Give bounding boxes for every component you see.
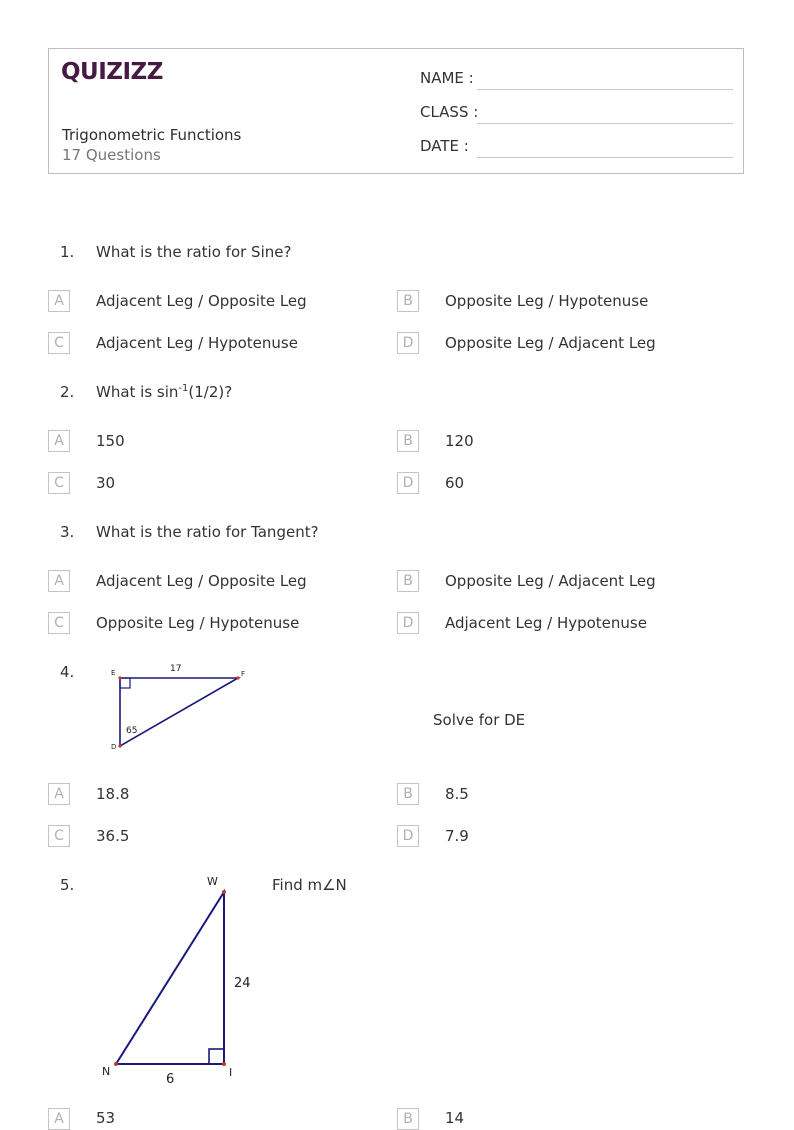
side-label-top: 17 <box>170 664 182 674</box>
right-angle-mark <box>120 678 130 688</box>
option-letter[interactable]: B <box>397 783 419 805</box>
question-number: 3. <box>60 523 75 541</box>
option-text: Opposite Leg / Hypotenuse <box>445 292 649 310</box>
option-letter[interactable]: A <box>48 290 70 312</box>
option-letter[interactable]: B <box>397 570 419 592</box>
label-d: D <box>111 743 117 751</box>
question-number: 1. <box>60 243 75 261</box>
option-text: Adjacent Leg / Opposite Leg <box>96 292 307 310</box>
option-text: Adjacent Leg / Hypotenuse <box>445 614 647 632</box>
side-label-24: 24 <box>234 976 251 991</box>
option-text: 14 <box>445 1109 465 1127</box>
option-text: Opposite Leg / Adjacent Leg <box>445 572 656 590</box>
option-text: Adjacent Leg / Hypotenuse <box>96 334 298 352</box>
option-letter[interactable]: C <box>48 612 70 634</box>
option-letter[interactable]: D <box>397 612 419 634</box>
option-letter[interactable]: B <box>397 1108 419 1130</box>
option-letter[interactable]: A <box>48 783 70 805</box>
option-text: 18.8 <box>96 785 130 803</box>
side-label-6: 6 <box>166 1072 175 1087</box>
option-text: 150 <box>96 432 125 450</box>
question-number: 5. <box>60 876 75 894</box>
label-f: F <box>241 670 246 678</box>
option-text: 53 <box>96 1109 116 1127</box>
option-letter[interactable]: C <box>48 472 70 494</box>
question-text: What is $\sin^{-1}(1/2)$? <box>96 383 233 401</box>
option-letter[interactable]: B <box>397 290 419 312</box>
class-label: CLASS : <box>420 103 479 121</box>
triangle-shape <box>120 678 238 746</box>
class-field[interactable] <box>477 123 733 124</box>
label-w: W <box>207 875 218 888</box>
option-letter[interactable]: A <box>48 430 70 452</box>
option-letter[interactable]: C <box>48 825 70 847</box>
worksheet-title: Trigonometric Functions <box>62 126 242 144</box>
triangle-wni-figure <box>96 870 266 1090</box>
option-text: 8.5 <box>445 785 469 803</box>
label-i: I <box>229 1066 233 1079</box>
option-text: 7.9 <box>445 827 469 845</box>
option-letter[interactable]: D <box>397 472 419 494</box>
question-number: 4. <box>60 663 75 681</box>
label-e: E <box>111 669 116 677</box>
question-text: Find m∠N <box>272 876 347 894</box>
quizizz-logo: QUIZIZZ <box>61 59 163 85</box>
option-text: Opposite Leg / Adjacent Leg <box>445 334 656 352</box>
option-text: Adjacent Leg / Opposite Leg <box>96 572 307 590</box>
option-letter[interactable]: A <box>48 1108 70 1130</box>
worksheet-header <box>48 48 744 174</box>
triangle-shape <box>116 892 224 1064</box>
label-n: N <box>102 1065 111 1078</box>
option-text: 120 <box>445 432 474 450</box>
name-field[interactable] <box>477 89 733 90</box>
date-field[interactable] <box>477 157 733 158</box>
option-text: 30 <box>96 474 116 492</box>
option-text: Opposite Leg / Hypotenuse <box>96 614 300 632</box>
name-label: NAME : <box>420 69 474 87</box>
date-label: DATE : <box>420 137 469 155</box>
option-letter[interactable]: B <box>397 430 419 452</box>
triangle-def-figure <box>100 658 260 758</box>
right-angle-mark <box>209 1049 224 1064</box>
option-text: 60 <box>445 474 465 492</box>
question-text: What is the ratio for Sine? <box>96 243 292 261</box>
option-text: 36.5 <box>96 827 130 845</box>
question-count: 17 Questions <box>62 146 161 164</box>
question-number: 2. <box>60 383 75 401</box>
question-text: What is the ratio for Tangent? <box>96 523 319 541</box>
option-letter[interactable]: A <box>48 570 70 592</box>
angle-label: 65 <box>126 726 138 736</box>
option-letter[interactable]: C <box>48 332 70 354</box>
option-letter[interactable]: D <box>397 332 419 354</box>
question-text: Solve for DE <box>433 711 526 729</box>
option-letter[interactable]: D <box>397 825 419 847</box>
